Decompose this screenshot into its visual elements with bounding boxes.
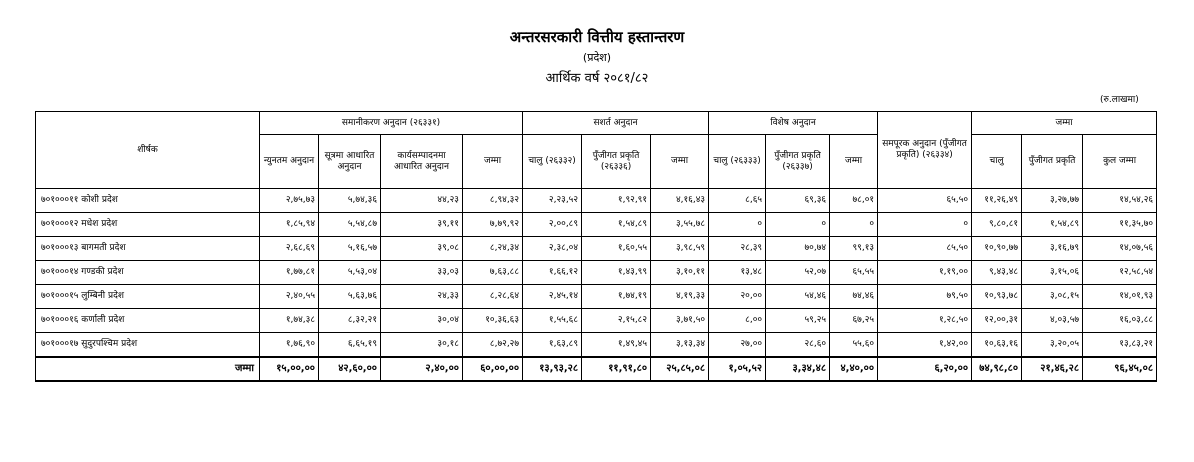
table-cell: ५,५४,८७ <box>319 213 381 237</box>
table-cell: २,४०,०० <box>381 357 463 381</box>
total-label: जम्मा <box>36 357 260 381</box>
col-header: सूत्रमा आधारित अनुदान <box>319 135 381 189</box>
table-cell: २४,३३ <box>381 285 463 309</box>
table-cell: ३९,०८ <box>381 237 463 261</box>
group-header-jamma: जम्मा <box>972 112 1157 135</box>
transfer-table <box>35 111 1157 382</box>
table-cell: ७९,५० <box>878 285 972 309</box>
table-cell: ४,१६,४३ <box>651 189 709 213</box>
table-cell: १,६३,८९ <box>523 333 582 357</box>
table-cell: ४४,२३ <box>381 189 463 213</box>
table-cell: २०,०० <box>709 285 766 309</box>
table-cell: ५,७४,३६ <box>319 189 381 213</box>
table-cell: ६९,३६ <box>766 189 830 213</box>
report-subtitle: (प्रदेश) <box>582 51 612 64</box>
col-header: चालु <box>972 135 1022 189</box>
table-cell: २,४५,१४ <box>523 285 582 309</box>
table-cell: ८५,५० <box>878 237 972 261</box>
table-cell: ३,१५,०६ <box>1022 261 1083 285</box>
table-cell: १,०५,५२ <box>709 357 766 381</box>
fiscal-year: आर्थिक वर्ष २०८१/८२ <box>545 71 649 86</box>
table-cell: १,७४,१९ <box>582 285 651 309</box>
table-cell: ६,२०,०० <box>878 357 972 381</box>
table-cell: १०,९३,७८ <box>972 285 1022 309</box>
table-cell: ८,२४,३४ <box>463 237 523 261</box>
table-cell: ५४,४६ <box>766 285 830 309</box>
table-cell: १,५५,६८ <box>523 309 582 333</box>
table-cell: ११,९१,८० <box>582 357 651 381</box>
table-cell: ६०,००,०० <box>463 357 523 381</box>
table-cell: १,१९,०० <box>878 261 972 285</box>
group-header-row <box>36 112 1157 135</box>
table-cell: २,१५,८२ <box>582 309 651 333</box>
group-header-bishesh: विशेष अनुदान <box>709 112 878 135</box>
table-cell: १,८५,९४ <box>260 213 319 237</box>
table-cell: ३,१३,३४ <box>651 333 709 357</box>
table-cell: ११,२६,४९ <box>972 189 1022 213</box>
table-cell: ४२,६०,०० <box>319 357 381 381</box>
province-name: ७०१०००११ कोशी प्रदेश <box>36 189 260 213</box>
table-cell: ३,९८,५९ <box>651 237 709 261</box>
table-cell: ५९,२५ <box>766 309 830 333</box>
table-cell: १२,००,३१ <box>972 309 1022 333</box>
table-cell: १०,९०,७७ <box>972 237 1022 261</box>
unit-label: (रु.लाखमा) <box>1100 95 1139 105</box>
table-cell: १,५४,८९ <box>582 213 651 237</box>
table-cell: ७०,७४ <box>766 237 830 261</box>
group-header-sampurak: समपूरक अनुदान (पुँजीगत प्रकृति) (२६३३४) <box>878 112 972 189</box>
table-cell: ६७,२५ <box>830 309 878 333</box>
table-cell: ० <box>830 213 878 237</box>
table-cell: ० <box>878 213 972 237</box>
table-cell: ९९,१३ <box>830 237 878 261</box>
table-cell: २,००,८९ <box>523 213 582 237</box>
report-title: अन्तरसरकारी वित्तीय हस्तान्तरण <box>509 28 685 46</box>
table-cell: ३,५५,७८ <box>651 213 709 237</box>
table-cell: ५,५३,०४ <box>319 261 381 285</box>
table-cell: १४,०१,९३ <box>1083 285 1157 309</box>
province-name: ७०१०००१३ बागमती प्रदेश <box>36 237 260 261</box>
province-name: ७०१०००१५ लुम्बिनी प्रदेश <box>36 285 260 309</box>
table-cell: ३०,१८ <box>381 333 463 357</box>
province-name: ७०१०००१७ सुदुरपश्चिम प्रदेश <box>36 333 260 357</box>
col-header: कुल जम्मा <box>1083 135 1157 189</box>
table-cell: ८,२८,६४ <box>463 285 523 309</box>
table-cell: ३०,०४ <box>381 309 463 333</box>
table-cell: १,६०,५५ <box>582 237 651 261</box>
col-header: जम्मा <box>830 135 878 189</box>
table-cell: १,४९,४५ <box>582 333 651 357</box>
table-cell: १,७४,३८ <box>260 309 319 333</box>
province-name: ७०१०००१४ गण्डकी प्रदेश <box>36 261 260 285</box>
table-cell: ९६,४५,०८ <box>1083 357 1157 381</box>
table-row <box>36 237 1157 261</box>
table-row <box>36 309 1157 333</box>
table-cell: २,७५,७३ <box>260 189 319 213</box>
table-body <box>36 189 1157 381</box>
table-cell: ३,७१,५० <box>651 309 709 333</box>
col-header: न्युनतम अनुदान <box>260 135 319 189</box>
table-cell: ५,१६,५७ <box>319 237 381 261</box>
table-cell: ४,०३,५७ <box>1022 309 1083 333</box>
table-cell: ३,१६,७९ <box>1022 237 1083 261</box>
table-cell: ९,८०,८१ <box>972 213 1022 237</box>
table-row <box>36 213 1157 237</box>
table-cell: १४,५४,२६ <box>1083 189 1157 213</box>
table-cell: ६,६५,१९ <box>319 333 381 357</box>
table-cell: १०,६३,१६ <box>972 333 1022 357</box>
table-cell: ३,३४,४८ <box>766 357 830 381</box>
table-cell: २,३८,०४ <box>523 237 582 261</box>
table-cell: ८,६५ <box>709 189 766 213</box>
table-cell: १३,८३,२१ <box>1083 333 1157 357</box>
table-cell: ० <box>766 213 830 237</box>
group-header-samanikaran: समानीकरण अनुदान (२६३३१) <box>260 112 523 135</box>
table-cell: १६,०३,८८ <box>1083 309 1157 333</box>
table-cell: ३,२०,०५ <box>1022 333 1083 357</box>
table-cell: ३,२७,७७ <box>1022 189 1083 213</box>
total-row <box>36 357 1157 381</box>
col-header: कार्यसम्पादनमा आधारित अनुदान <box>381 135 463 189</box>
table-cell: ३,१०,११ <box>651 261 709 285</box>
table-cell: २,६८,६९ <box>260 237 319 261</box>
col-header: चालु (२६३३२) <box>523 135 582 189</box>
table-cell: ८,०० <box>709 309 766 333</box>
table-cell: ७४,४६ <box>830 285 878 309</box>
col-header: जम्मा <box>651 135 709 189</box>
table-cell: ३९,११ <box>381 213 463 237</box>
table-cell: १,९२,९१ <box>582 189 651 213</box>
table-cell: १०,३६,६३ <box>463 309 523 333</box>
table-cell: ४,४०,०० <box>830 357 878 381</box>
table-cell: ७,७९,९२ <box>463 213 523 237</box>
table-cell: २७,०० <box>709 333 766 357</box>
table-cell: ६५,५५ <box>830 261 878 285</box>
table-cell: ८,७२,२७ <box>463 333 523 357</box>
table-cell: २,४०,५५ <box>260 285 319 309</box>
table-cell: ५५,६० <box>830 333 878 357</box>
col-header: जम्मा <box>463 135 523 189</box>
table-cell: २५,८५,०८ <box>651 357 709 381</box>
col-header-sheershak: शीर्षक <box>36 112 260 189</box>
table-cell: १३,४८ <box>709 261 766 285</box>
province-name: ७०१०००१६ कर्णाली प्रदेश <box>36 309 260 333</box>
table-cell: ० <box>709 213 766 237</box>
table-cell: १,७६,९० <box>260 333 319 357</box>
group-header-sashart: सशर्त अनुदान <box>523 112 709 135</box>
table-cell: ५२,०७ <box>766 261 830 285</box>
table-cell: १,४२,०० <box>878 333 972 357</box>
table-cell: १३,९३,२८ <box>523 357 582 381</box>
col-header: पुँजीगत प्रकृति (२६३३७) <box>766 135 830 189</box>
table-cell: २,२३,५२ <box>523 189 582 213</box>
table-cell: १,२८,५० <box>878 309 972 333</box>
table-cell: ७,६३,८८ <box>463 261 523 285</box>
table-cell: १५,००,०० <box>260 357 319 381</box>
col-header: चालु (२६३३३) <box>709 135 766 189</box>
table-cell: १२,५८,५४ <box>1083 261 1157 285</box>
table-cell: १,६६,१२ <box>523 261 582 285</box>
table-cell: ६५,५० <box>878 189 972 213</box>
table-cell: ७४,९८,८० <box>972 357 1022 381</box>
table-cell: ५,६३,७६ <box>319 285 381 309</box>
table-cell: ११,३५,७० <box>1083 213 1157 237</box>
table-cell: ७८,०१ <box>830 189 878 213</box>
table-cell: २८,६० <box>766 333 830 357</box>
table-cell: ८,३२,२१ <box>319 309 381 333</box>
table-cell: २१,४६,२८ <box>1022 357 1083 381</box>
table-row <box>36 189 1157 213</box>
province-name: ७०१०००१२ मधेश प्रदेश <box>36 213 260 237</box>
col-header: पुँजीगत प्रकृति (२६३३६) <box>582 135 651 189</box>
table-cell: १,७७,८१ <box>260 261 319 285</box>
table-cell: २८,३९ <box>709 237 766 261</box>
table-cell: १,५४,८९ <box>1022 213 1083 237</box>
table-cell: ४,१९,३३ <box>651 285 709 309</box>
table-row <box>36 285 1157 309</box>
table-cell: ३३,०३ <box>381 261 463 285</box>
table-cell: १,४३,९९ <box>582 261 651 285</box>
table-row <box>36 333 1157 357</box>
table-cell: ३,०८,१५ <box>1022 285 1083 309</box>
table-row <box>36 261 1157 285</box>
table-cell: ८,९४,३२ <box>463 189 523 213</box>
table-cell: १४,०७,५६ <box>1083 237 1157 261</box>
col-header: पुँजीगत प्रकृति <box>1022 135 1083 189</box>
table-cell: ९,४३,४८ <box>972 261 1022 285</box>
